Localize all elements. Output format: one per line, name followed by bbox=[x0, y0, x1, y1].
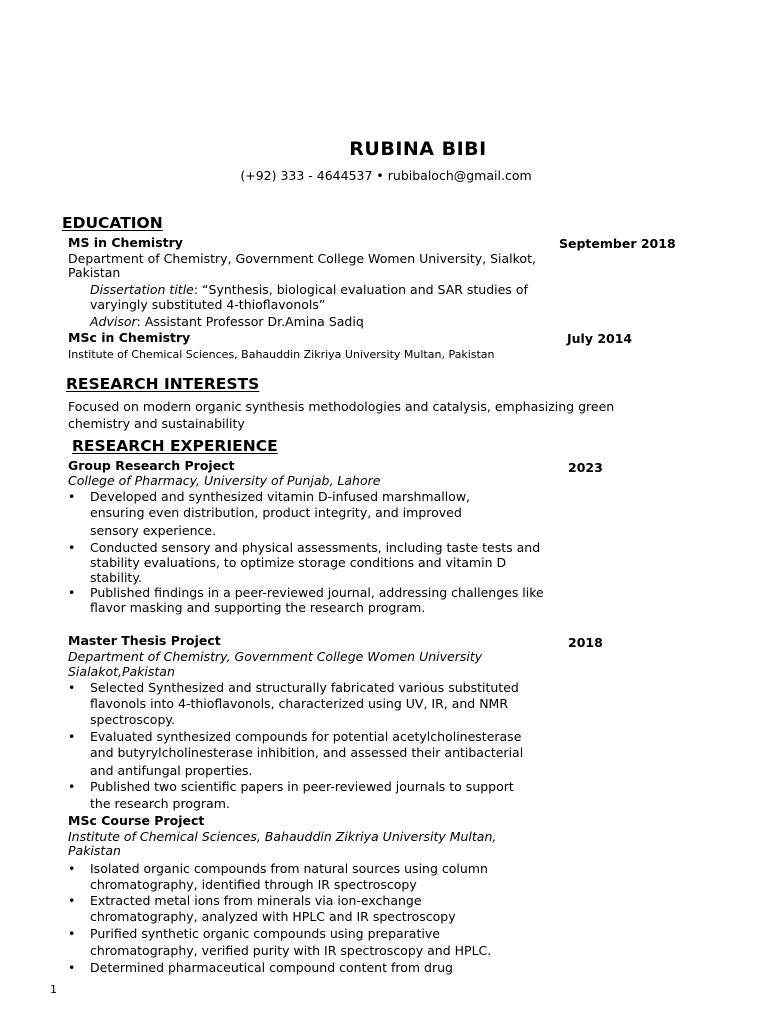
group-b1-line1: Developed and synthesized vitamin D-infused marshmallow, bbox=[90, 489, 471, 504]
course-b2-line2: chromatography, analyzed with HPLC and IR spectroscopy bbox=[90, 909, 456, 924]
thesis-b2-line3: and antifungal properties. bbox=[90, 763, 253, 778]
ms-date: September 2018 bbox=[559, 236, 676, 251]
ms-dept-line2: Pakistan bbox=[68, 265, 121, 280]
course-org-line1: Institute of Chemical Sciences, Bahauddin Zikriya University Multan, bbox=[68, 829, 497, 844]
thesis-b1-line3: spectroscopy. bbox=[90, 712, 175, 727]
candidate-name: RUBINA BIBI bbox=[349, 138, 487, 160]
interests-line2: chemistry and sustainability bbox=[68, 416, 245, 431]
bullet-marker: • bbox=[68, 861, 76, 876]
course-b1-line2: chromatography, identified through IR spectroscopy bbox=[90, 877, 417, 892]
group-b2-line3: stability. bbox=[90, 570, 142, 585]
thesis-org-line1: Department of Chemistry, Government College Women University bbox=[68, 649, 483, 664]
bullet-marker: • bbox=[68, 893, 76, 908]
group-b2-line1: Conducted sensory and physical assessments, including taste tests and bbox=[90, 540, 541, 555]
msc-degree: MSc in Chemistry bbox=[68, 330, 191, 345]
bullet-marker: • bbox=[68, 489, 76, 504]
dissertation-label: Dissertation title bbox=[90, 282, 194, 297]
bullet-marker: • bbox=[68, 585, 76, 600]
thesis-b1-line2: flavonols into 4-thioflavonols, characterized using UV, IR, and NMR bbox=[90, 696, 509, 711]
interests-line1: Focused on modern organic synthesis methodologies and catalysis, emphasizing green bbox=[68, 399, 615, 414]
page-number: 1 bbox=[50, 983, 57, 996]
msc-institute: Institute of Chemical Sciences, Bahauddin Zikriya University Multan, Pakistan bbox=[68, 348, 495, 361]
group-project-date: 2023 bbox=[568, 460, 603, 475]
group-b1-line2: ensuring even distribution, product integrity, and improved bbox=[90, 505, 462, 520]
thesis-b2-line2: and butyrylcholinesterase inhibition, and assessed their antibacterial bbox=[90, 745, 524, 760]
bullet-marker: • bbox=[68, 960, 76, 975]
interests-heading: RESEARCH INTERESTS bbox=[66, 375, 260, 393]
group-b1-line3: sensory experience. bbox=[90, 523, 217, 538]
education-heading: EDUCATION bbox=[62, 214, 163, 232]
thesis-project-title: Master Thesis Project bbox=[68, 633, 221, 648]
advisor-line bbox=[90, 314, 364, 329]
course-b1-line1: Isolated organic compounds from natural sources using column bbox=[90, 861, 488, 876]
course-b4-line1: Determined pharmaceutical compound content from drug bbox=[90, 960, 453, 975]
bullet-marker: • bbox=[68, 926, 76, 941]
advisor-label: Advisor bbox=[90, 314, 137, 329]
contact-line: (+92) 333 - 4644537 • rubibaloch@gmail.com bbox=[240, 168, 532, 183]
msc-date: July 2014 bbox=[567, 331, 633, 346]
group-b2-line2: stability evaluations, to optimize storage conditions and vitamin D bbox=[90, 555, 507, 570]
ms-dept-line1: Department of Chemistry, Government College Women University, Sialkot, bbox=[68, 251, 536, 266]
bullet-marker: • bbox=[68, 729, 76, 744]
course-org-line2: Pakistan bbox=[68, 843, 121, 858]
dissertation-line2: varyingly substituted 4-thioflavonols” bbox=[90, 297, 326, 312]
course-b2-line1: Extracted metal ions from minerals via ion-exchange bbox=[90, 893, 422, 908]
course-b3-line2: chromatography, verified purity with IR spectroscopy and HPLC. bbox=[90, 943, 492, 958]
bullet-marker: • bbox=[68, 540, 76, 555]
ms-degree: MS in Chemistry bbox=[68, 235, 183, 250]
dissertation-title-text: : “Synthesis, biological evaluation and SAR studies of bbox=[193, 282, 528, 297]
experience-heading: RESEARCH EXPERIENCE bbox=[72, 437, 278, 455]
group-project-title: Group Research Project bbox=[68, 458, 235, 473]
bullet-marker: • bbox=[68, 779, 76, 794]
thesis-b1-line1: Selected Synthesized and structurally fabricated various substituted bbox=[90, 680, 519, 695]
group-project-org: College of Pharmacy, University of Punjab, Lahore bbox=[68, 473, 381, 488]
advisor-name: : Assistant Professor Dr.Amina Sadiq bbox=[136, 314, 364, 329]
course-b3-line1: Purified synthetic organic compounds using preparative bbox=[90, 926, 440, 941]
thesis-b3-line1: Published two scientific papers in peer-reviewed journals to support bbox=[90, 779, 514, 794]
thesis-b2-line1: Evaluated synthesized compounds for potential acetylcholinesterase bbox=[90, 729, 522, 744]
thesis-project-date: 2018 bbox=[568, 635, 603, 650]
group-b3-line1: Published findings in a peer-reviewed journal, addressing challenges like bbox=[90, 585, 544, 600]
group-b3-line2: flavor masking and supporting the research program. bbox=[90, 600, 426, 615]
bullet-marker: • bbox=[68, 680, 76, 695]
thesis-org-line2: Sialakot,Pakistan bbox=[68, 664, 175, 679]
thesis-b3-line2: the research program. bbox=[90, 796, 230, 811]
course-project-title: MSc Course Project bbox=[68, 813, 205, 828]
dissertation-line1 bbox=[90, 282, 528, 297]
